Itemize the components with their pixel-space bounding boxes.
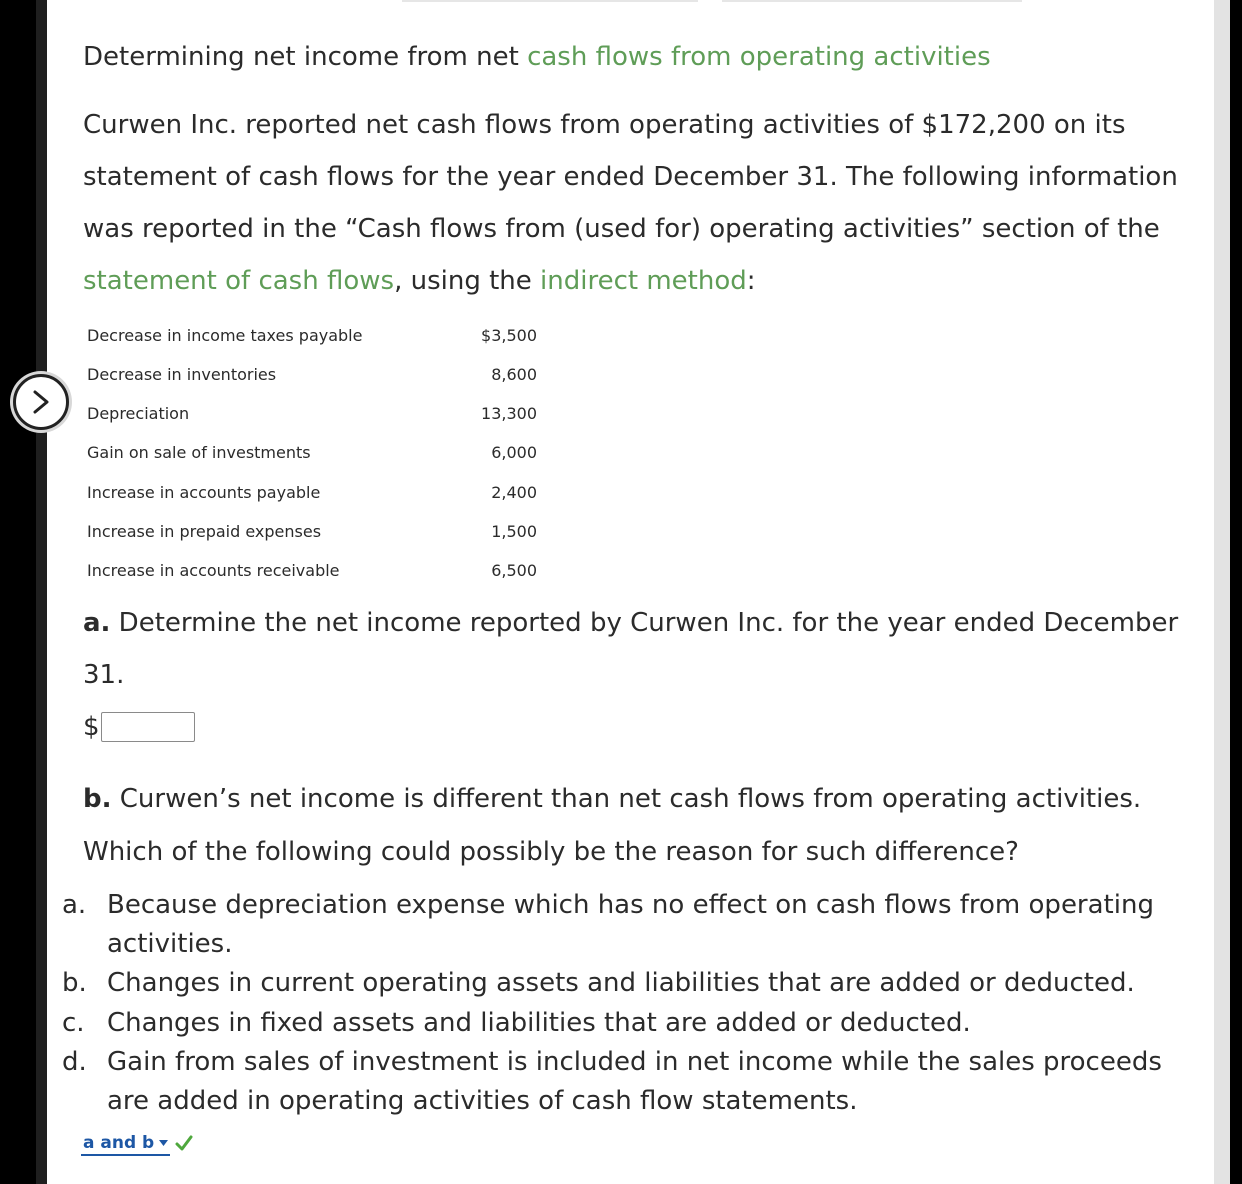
intro-line-4	[83, 266, 756, 296]
expand-panel-button[interactable]	[13, 374, 69, 430]
part-b-text: Curwen’s net income is different than net cash flows from operating activities.	[111, 784, 1142, 814]
top-tab-edge	[722, 0, 1022, 2]
intro-connector: , using the	[394, 266, 541, 296]
checkmark-icon	[174, 1133, 194, 1157]
dropdown-selected-value: a and b	[83, 1133, 155, 1153]
table-row-value: 6,500	[491, 561, 537, 580]
table-row-label: Increase in accounts payable	[87, 483, 321, 502]
cash-flows-link[interactable]: cash flows from operating activities	[527, 42, 991, 72]
option-letter: b.	[62, 968, 87, 998]
table-row-value: 8,600	[491, 365, 537, 384]
option-letter: c.	[62, 1008, 85, 1038]
table-row-label: Increase in accounts receivable	[87, 561, 340, 580]
option-letter: a.	[62, 890, 87, 920]
left-frame	[0, 0, 36, 1184]
option-d-text: Gain from sales of investment is included in net income while the sales proceeds	[107, 1047, 1162, 1077]
currency-symbol: $	[83, 712, 100, 742]
answer-dropdown[interactable]	[81, 1133, 170, 1156]
net-income-answer	[83, 712, 195, 742]
caret-down-icon	[159, 1140, 168, 1147]
page-title	[83, 42, 991, 72]
part-b-label: b.	[83, 784, 112, 814]
table-row-label: Increase in prepaid expenses	[87, 522, 322, 541]
intro-colon: :	[746, 266, 756, 296]
intro-line-2: statement of cash flows for the year ended December 31. The following information	[83, 162, 1178, 192]
table-row-value: 1,500	[491, 522, 537, 541]
intro-line-3: was reported in the “Cash flows from (used for) operating activities” section of the	[83, 214, 1160, 244]
table-row-label: Decrease in inventories	[87, 365, 277, 384]
part-a-text: Determine the net income reported by Curwen Inc. for the year ended December	[110, 608, 1179, 638]
table-row-value: 6,000	[491, 443, 537, 462]
part-a-question	[83, 608, 1178, 638]
table-row-label: Decrease in income taxes payable	[87, 326, 363, 345]
option-b-text: Changes in current operating assets and liabilities that are added or deducted.	[107, 968, 1135, 998]
option-d-text-cont: are added in operating activities of cash flow statements.	[107, 1086, 858, 1116]
table-row-label: Depreciation	[87, 404, 190, 423]
scroll-track[interactable]	[1214, 0, 1230, 1184]
intro-line-1: Curwen Inc. reported net cash flows from operating activities of $172,200 on its	[83, 110, 1126, 140]
table-row-value: 13,300	[481, 404, 537, 423]
top-tab-edge	[402, 0, 698, 2]
option-c-text: Changes in fixed assets and liabilities that are added or deducted.	[107, 1008, 971, 1038]
option-letter: d.	[62, 1047, 87, 1077]
right-frame	[1230, 0, 1242, 1184]
part-b-question-cont: Which of the following could possibly be the reason for such difference?	[83, 837, 1019, 867]
part-b-question	[83, 784, 1141, 814]
chevron-right-icon	[30, 389, 52, 415]
part-a-question-cont: 31.	[83, 660, 125, 690]
left-border	[36, 0, 47, 1184]
table-row-label: Gain on sale of investments	[87, 443, 311, 462]
statement-of-cash-flows-link[interactable]: statement of cash flows	[83, 266, 395, 296]
table-row-value: 2,400	[491, 483, 537, 502]
net-income-input[interactable]	[101, 712, 195, 742]
option-a-text-cont: activities.	[107, 929, 233, 959]
title-text: Determining net income from net	[83, 42, 528, 72]
option-a-text: Because depreciation expense which has no effect on cash flows from operating	[107, 890, 1154, 920]
indirect-method-link[interactable]: indirect method	[540, 266, 747, 296]
table-row-value: $3,500	[481, 326, 537, 345]
part-a-label: a.	[83, 608, 111, 638]
